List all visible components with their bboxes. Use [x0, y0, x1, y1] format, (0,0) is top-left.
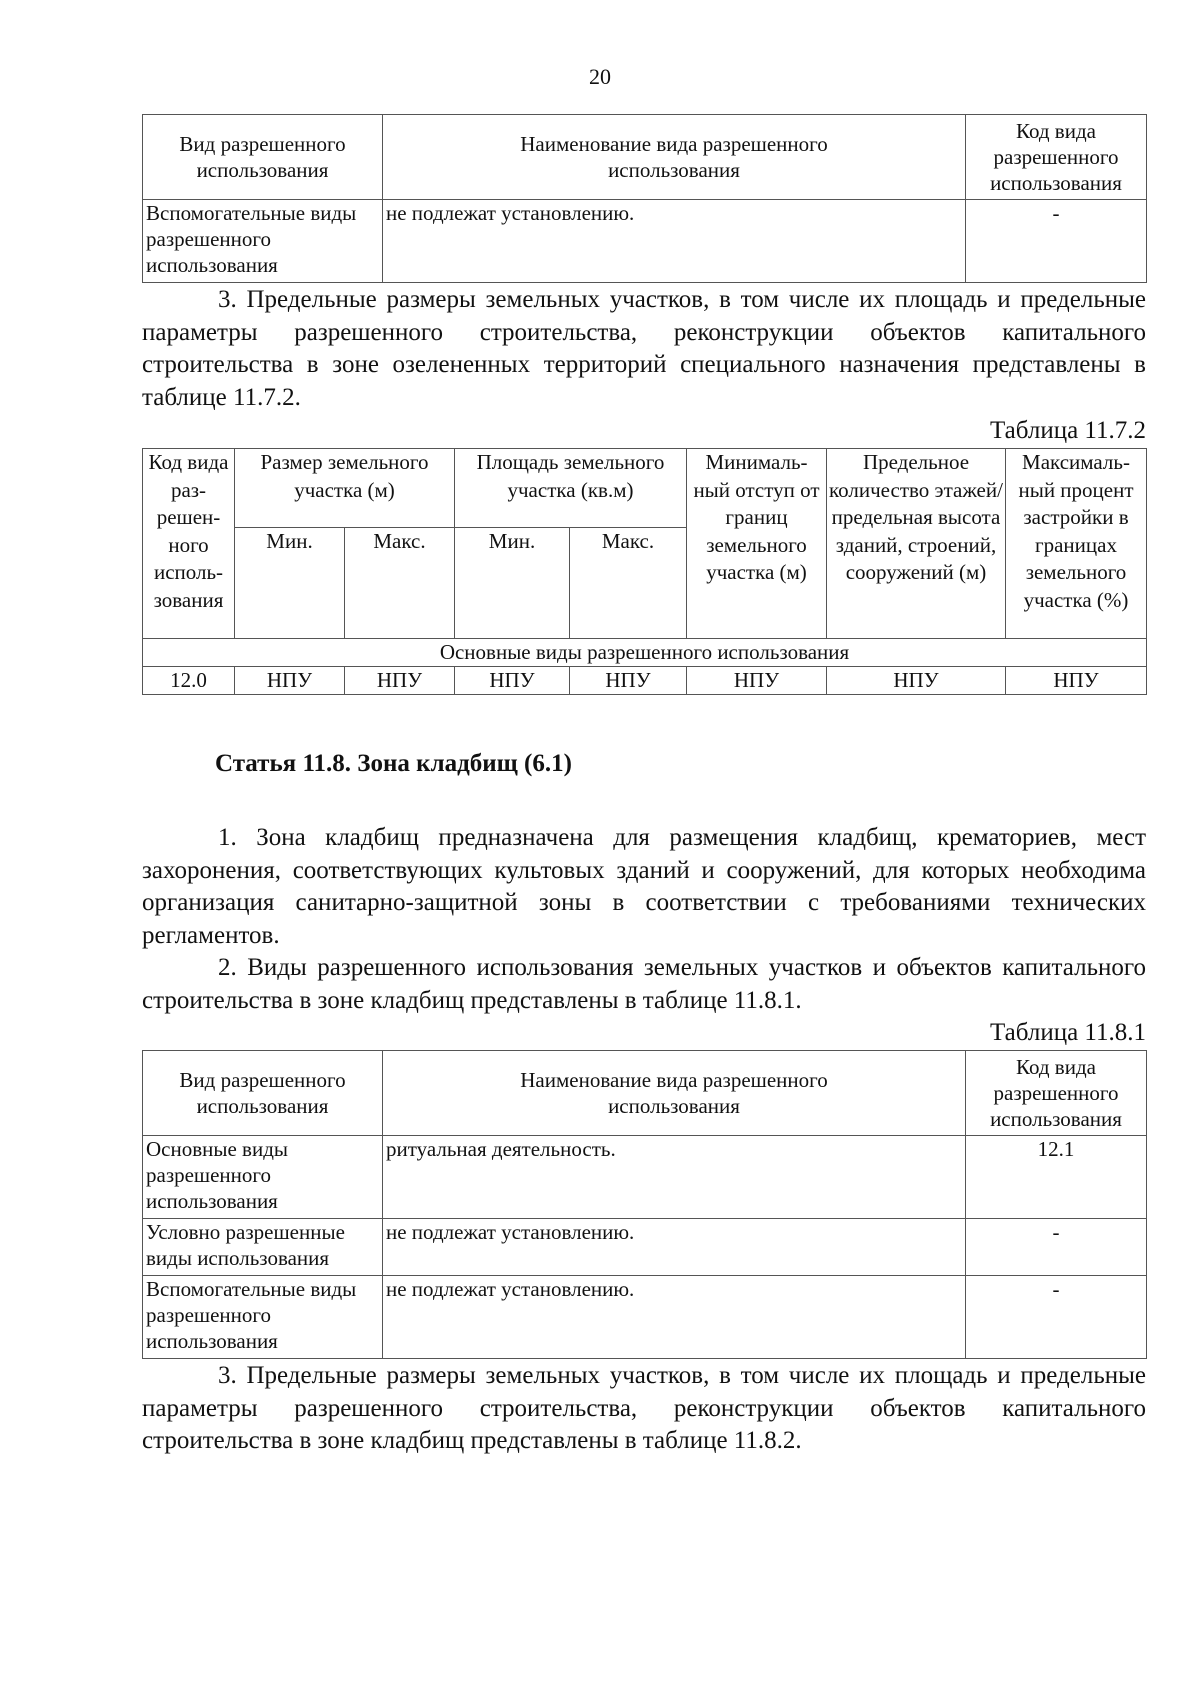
header-type: Вид разрешенного использования — [143, 1051, 383, 1136]
table-11-8-1 — [142, 1050, 1147, 1359]
cell-area-max: НПУ — [570, 667, 687, 695]
header-code: Код вида разрешенного использования — [966, 1051, 1147, 1136]
row-type: Вспомогательные виды разрешенного использования — [143, 200, 383, 283]
cell-code: 12.0 — [143, 667, 235, 695]
table-row — [143, 200, 1147, 283]
row-name: не подлежат установлению. — [383, 200, 966, 283]
header-plot-size: Размер земельного участка (м) — [235, 449, 455, 528]
cell-min-setback: НПУ — [687, 667, 827, 695]
row-code: - — [966, 200, 1147, 283]
header-min-setback: Минималь-ный отступ от границ земельного участка (м) — [687, 449, 827, 639]
header-area-max: Макс. — [570, 528, 687, 639]
row-type: Условно разрешенные виды использования — [143, 1219, 383, 1276]
row-code: - — [966, 1219, 1147, 1276]
page-number: 20 — [589, 64, 611, 89]
article-heading: Статья 11.8. Зона кладбищ (6.1) — [215, 750, 572, 777]
header-plot-area: Площадь земельного участка (кв.м) — [455, 449, 687, 528]
paragraph-2-permitted-uses: 2. Виды разрешенного использования земельных участков и объектов капитального строительства в зоне кладбищ представлены в таблице 11.8.1. — [142, 954, 1146, 1014]
header-name: Наименование вида разрешенного использования — [383, 115, 966, 200]
row-code: 12.1 — [966, 1136, 1147, 1219]
table-caption-11-7-2: Таблица 11.7.2 — [990, 417, 1146, 444]
cell-coverage: НПУ — [1006, 667, 1147, 695]
header-type: Вид разрешенного использования — [143, 115, 383, 200]
header-area-min: Мин. — [455, 528, 570, 639]
row-name: ритуальная деятельность. — [383, 1136, 966, 1219]
table-row — [143, 1276, 1147, 1359]
table-11-7-2 — [142, 448, 1147, 695]
table-header-row — [143, 115, 1147, 200]
cell-size-min: НПУ — [235, 667, 345, 695]
row-type: Вспомогательные виды разрешенного использования — [143, 1276, 383, 1359]
header-size-max: Макс. — [345, 528, 455, 639]
paragraph-3-limits-11-8: 3. Предельные размеры земельных участков, в том числе их площадь и предельные параметры разрешенного строительства, реконструкции объектов капитального строительства в зоне кладбищ представлены в таблице 11.8.2. — [142, 1362, 1146, 1454]
paragraph-3-limits-11-7: 3. Предельные размеры земельных участков, в том числе их площадь и предельные параметры разрешенного строительства, реконструкции объектов капитального строительства в зоне озелененных территорий специального назначения представлены в таблице 11.7.2. — [142, 286, 1146, 411]
section-label: Основные виды разрешенного использования — [143, 639, 1147, 667]
table-row — [143, 1219, 1147, 1276]
row-type: Основные виды разрешенного использования — [143, 1136, 383, 1219]
cell-size-max: НПУ — [345, 667, 455, 695]
table-header-row — [143, 449, 1147, 528]
header-floors-height: Предельное количество этажей/ предельная высота зданий, строений, сооружений (м) — [827, 449, 1006, 639]
table-row — [143, 1136, 1147, 1219]
header-name: Наименование вида разрешенного использования — [383, 1051, 966, 1136]
header-coverage: Максималь-ный процент застройки в границах земельного участка (%) — [1006, 449, 1147, 639]
row-name: не подлежат установлению. — [383, 1219, 966, 1276]
table-row — [143, 667, 1147, 695]
table-section-row — [143, 639, 1147, 667]
row-code: - — [966, 1276, 1147, 1359]
table-caption-11-8-1: Таблица 11.8.1 — [990, 1019, 1146, 1046]
table-header-row — [143, 1051, 1147, 1136]
paragraph-1-cemetery-zone: 1. Зона кладбищ предназначена для размещения кладбищ, крематориев, мест захоронения, соответствующих культовых зданий и сооружений, для которых необходима организация санитарно-защитной зоны в соответствии с требованиями технических регламентов. 2. Виды разрешенного использования земельных участков и объектов капитального строительства в зоне кладбищ представлены в таблице 11.8.1. — [142, 822, 1146, 1017]
header-code: Код вида раз-решен-ного исполь-зования — [143, 449, 235, 639]
cell-area-min: НПУ — [455, 667, 570, 695]
header-code: Код вида разрешенного использования — [966, 115, 1147, 200]
row-name: не подлежат установлению. — [383, 1276, 966, 1359]
table-11-7-1-continuation — [142, 114, 1147, 283]
cell-floors-height: НПУ — [827, 667, 1006, 695]
header-size-min: Мин. — [235, 528, 345, 639]
